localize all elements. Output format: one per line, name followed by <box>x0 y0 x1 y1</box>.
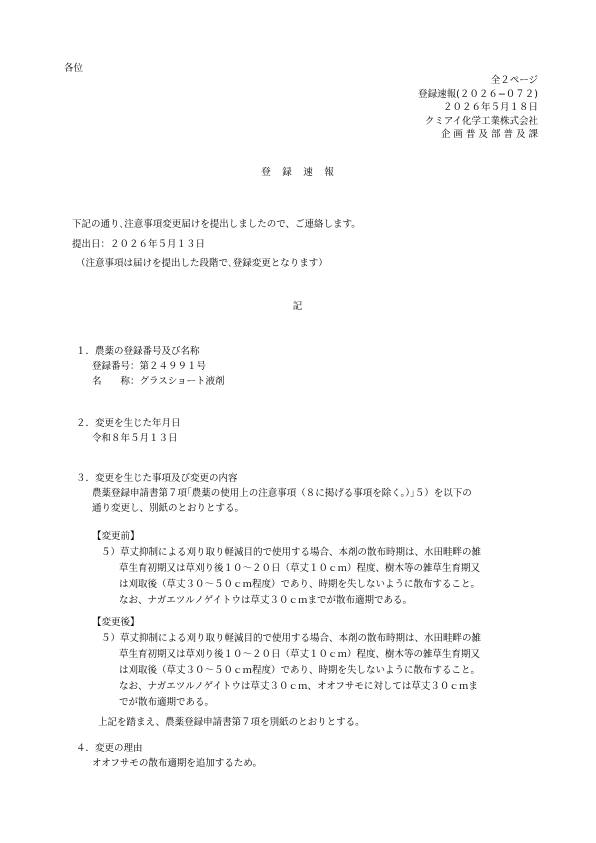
after-line-5: でが散布適期である。 <box>119 697 215 708</box>
submission-date: 提出日：２０２６年５月１３日 <box>72 239 206 250</box>
before-line-1: ５）草丈抑制による刈り取り軽減目的で使用する場合、本剤の散布時期は、水田畦畔の雑 <box>101 547 482 558</box>
before-line-3: は刈取後（草丈３０～５０ｃｍ程度）であり、時期を失しないように散布すること。 <box>119 579 481 590</box>
section-3-heading: ３．変更を生じた事項及び変更の内容 <box>76 473 238 484</box>
change-date: 令和８年５月１３日 <box>92 433 178 444</box>
section-3-line-1: 農薬登録申請書第７項｢農薬の使用上の注意事項（８に掲げる事項を除く。）｣５）を以下の <box>92 488 472 499</box>
ki-heading: 記 <box>292 301 304 312</box>
intro-note: （注意事項は届けを提出した段階で､登録変更となります） <box>76 258 328 269</box>
company-name: クミアイ化学工業株式会社 <box>424 115 538 127</box>
intro-line-1: 下記の通り､注意事項変更届けを提出しましたので、ご連絡します。 <box>72 219 361 230</box>
product-name: 名 称：グラスショート液剤 <box>92 376 225 387</box>
after-label: 【変更後】 <box>92 617 140 628</box>
after-line-3: は刈取後（草丈３０～５０ｃｍ程度）であり、時期を失しないように散布すること。 <box>119 665 481 676</box>
header-block <box>418 74 538 142</box>
change-reason: オオフサモの散布適期を追加するため。 <box>92 758 263 769</box>
after-line-1: ５）草丈抑制による刈り取り軽減目的で使用する場合、本剤の散布時期は、水田畦畔の雑 <box>101 633 482 644</box>
department-name: 企 画 普 及 部 普 及 課 <box>440 129 538 140</box>
page-count: 全２ページ <box>490 75 538 86</box>
before-label: 【変更前】 <box>92 531 140 542</box>
before-line-4: なお、ナガエツルノゲイトウは草丈３０ｃｍまでが散布適期である。 <box>119 595 412 606</box>
before-line-2: 草生育初期又は草刈り後１０～２０日（草丈１０ｃｍ）程度、樹木等の雑草生育期又 <box>119 563 481 574</box>
after-line-2: 草生育初期又は草刈り後１０～２０日（草丈１０ｃｍ）程度、樹木等の雑草生育期又 <box>119 649 481 660</box>
section-3-closing: 上記を踏まえ、農薬登録申請書第７項を別紙のとおりとする。 <box>98 717 365 728</box>
registration-number: 登録番号：第２４９９１号 <box>92 361 207 372</box>
section-4-heading: ４．変更の理由 <box>76 743 143 754</box>
report-date: ２０２６年５月１８日 <box>442 102 538 113</box>
report-number: 登録速報(２０２６−０７２) <box>418 88 538 100</box>
section-1-heading: １．農薬の登録番号及び名称 <box>76 346 200 357</box>
after-line-4: なお、ナガエツルノゲイトウは草丈３０ｃｍ、オオフサモに対しては草丈３０ｃｍま <box>119 681 478 692</box>
section-3-line-2: 通り変更し、別紙のとおりとする。 <box>92 503 245 514</box>
section-2-heading: ２．変更を生じた年月日 <box>76 418 181 429</box>
addressee: 各位 <box>64 63 84 74</box>
document-title: 登 録 速 報 <box>261 167 335 178</box>
